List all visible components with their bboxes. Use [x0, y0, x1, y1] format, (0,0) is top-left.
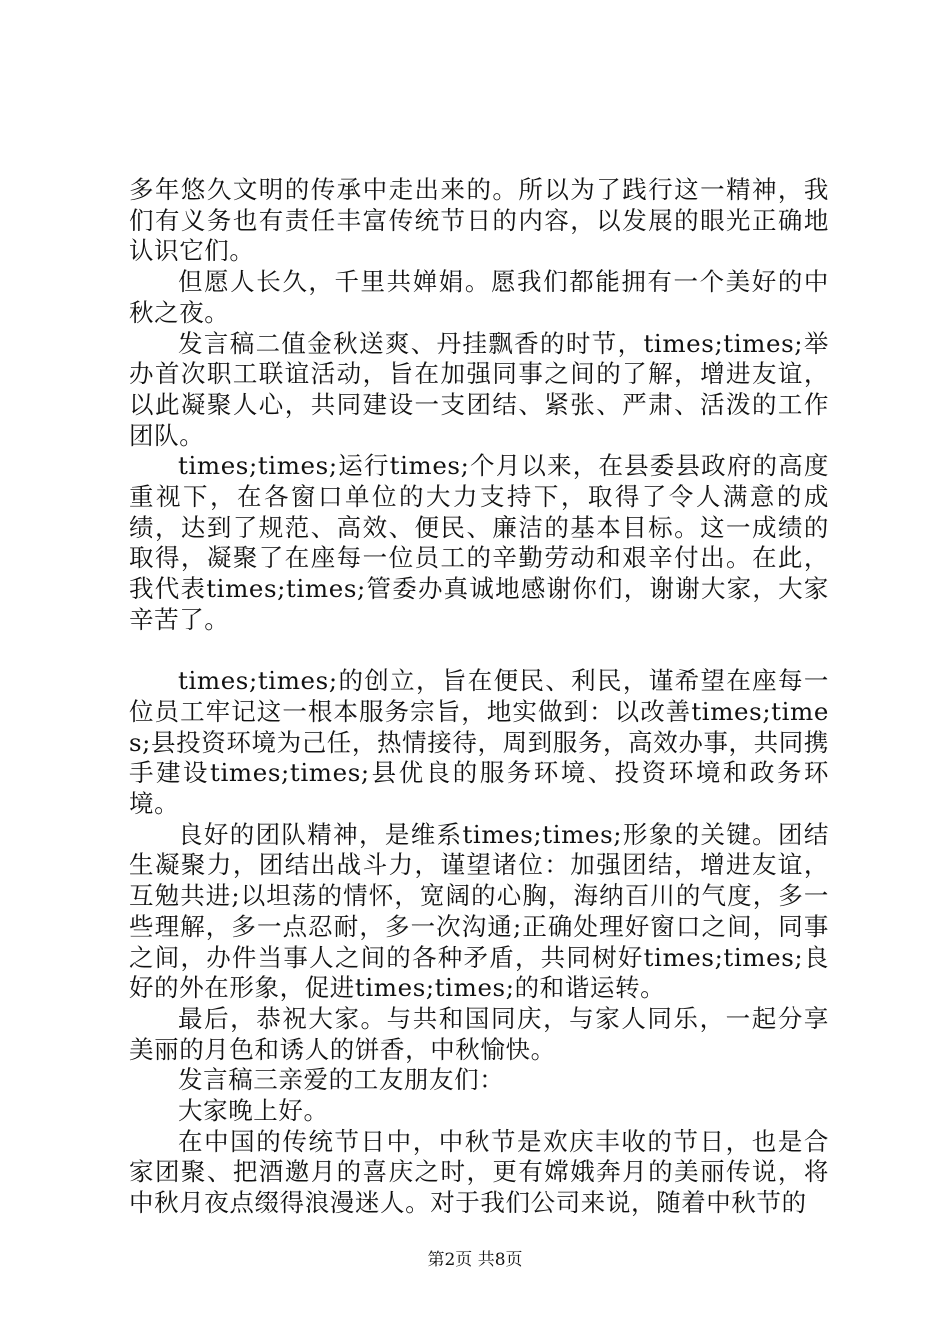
page-number-label: 第2页 共8页 — [427, 1250, 523, 1270]
paragraph: 最后，恭祝大家。与共和国同庆，与家人同乐，一起分享美丽的月色和诱人的饼香，中秋愉快。 — [129, 1003, 829, 1064]
paragraph: 但愿人长久，千里共婵娟。愿我们都能拥有一个美好的中秋之夜。 — [129, 267, 829, 327]
paragraph: 发言稿二值金秋送爽、丹挂飘香的时节，times;times;举办首次职工联谊活动，旨在加强同事之间的了解，增进友谊，以此凝聚人心，共同建设一支团结、紧张、严肃、活泼的工作团队。 — [129, 328, 829, 450]
paragraph: 良好的团队精神，是维系times;times;形象的关键。团结生凝聚力，团结出战斗力，谨望诸位：加强团结，增进友谊，互勉共进;以坦荡的情怀，宽阔的心胸，海纳百川的气度，多一些理解，多一点忍耐，多一次沟通;正确处理好窗口之间，同事之间，办件当事人之间的各种矛盾，共同树好times;times;良好的外在形象，促进times;times;的和谐运转。 — [129, 819, 829, 1003]
paragraph: 在中国的传统节日中，中秋节是欢庆丰收的节日，也是合家团聚、把酒邀月的喜庆之时，更有嫦娥奔月的美丽传说，将中秋月夜点缀得浪漫迷人。对于我们公司来说，随着中秋节的 — [129, 1126, 829, 1218]
paragraph: times;times;的创立，旨在便民、利民，谨希望在座每一位员工牢记这一根本服务宗旨，地实做到：以改善times;times;县投资环境为己任，热情接待，周到服务，高效办事，共同携手建设times;times;县优良的服务环境、投资环境和政务环境。 — [129, 666, 829, 819]
paragraph-spacer — [129, 636, 829, 667]
paragraph: 多年悠久文明的传承中走出来的。所以为了践行这一精神，我们有义务也有责任丰富传统节日的内容，以发展的眼光正确地认识它们。 — [129, 175, 829, 266]
paragraph: 发言稿三亲爱的工友朋友们： — [178, 1065, 505, 1095]
paragraph: 大家晚上好。 — [178, 1096, 329, 1126]
paragraph: times;times;运行times;个月以来，在县委县政府的高度重视下，在各窗口单位的大力支持下，取得了令人满意的成绩，达到了规范、高效、便民、廉洁的基本目标。这一成绩的取得，凝聚了在座每一位员工的辛勤劳动和艰辛付出。在此，我代表times;times;管委办真诚地感谢你们，谢谢大家，大家辛苦了。 — [129, 451, 829, 634]
page-footer — [0, 1245, 950, 1270]
document-body — [129, 175, 829, 1219]
